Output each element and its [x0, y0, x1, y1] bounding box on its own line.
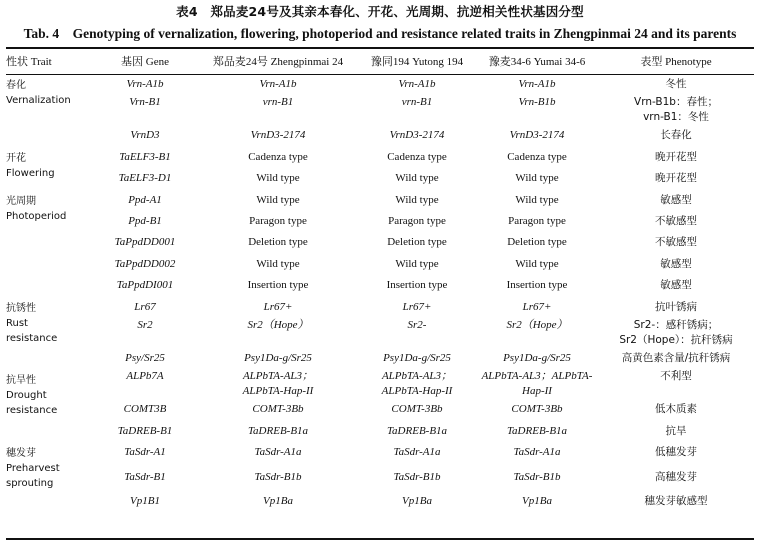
zhengpinmai-cell: TaSdr-A1a: [254, 446, 302, 459]
yumai-cell: TaSdr-A1a: [513, 446, 561, 459]
phenotype-cell: 高穗发芽: [655, 470, 697, 483]
zhengpinmai-cell: Cadenza type: [248, 150, 308, 163]
yumai-cell: VrnD3-2174: [509, 129, 565, 142]
yumai-cell: Vrn-A1b: [518, 78, 556, 90]
header-trait: 性状 Trait: [6, 56, 52, 68]
yumai-cell: Cadenza type: [507, 150, 567, 163]
bottom-rule: [6, 538, 754, 540]
zhengpinmai-cell: [198, 369, 358, 399]
gene-cell: Ppd-B1: [128, 215, 162, 228]
trait-label: resistance: [6, 405, 58, 417]
gene-cell: TaPpdDI001: [116, 279, 174, 292]
zhengpinmai-cell: Sr2（Hope）: [247, 319, 309, 332]
zhengpinmai-cell: VrnD3-2174: [250, 129, 306, 142]
phenotype-line: Sr2（Hope）：抗秆锈病: [619, 334, 733, 347]
gene-cell: TaSdr-A1: [124, 446, 166, 459]
yutong-cell: Cadenza type: [387, 150, 447, 163]
yumai-cell: Vp1Ba: [522, 495, 552, 508]
gene-cell: ALPb7A: [126, 370, 164, 383]
gene-cell: VrnD3: [130, 129, 160, 142]
table-row: [6, 348, 754, 369]
trait-label: 抗旱性: [6, 375, 36, 387]
trait-cell-photoperiod: [6, 190, 92, 233]
yumai-cell: TaDREB-B1a: [506, 424, 568, 437]
yumai-cell: Wild type: [515, 172, 559, 185]
trait-label: Preharvest: [6, 463, 60, 475]
table-row: [6, 421, 754, 442]
phenotype-cell: 抗叶锈病: [655, 300, 697, 313]
trait-cell-drought: [6, 369, 92, 420]
genotype-line: Hap-II: [522, 385, 552, 398]
yutong-cell: Sr2-: [407, 319, 427, 332]
table-row: [6, 491, 754, 512]
header-zhengpinmai: 郑品麦24号 Zhengpinmai 24: [212, 56, 344, 68]
trait-label: Photoperiod: [6, 210, 67, 222]
header-yutong: 豫同194 Yutong 194: [370, 56, 464, 68]
gene-cell: TaELF3-D1: [118, 172, 172, 185]
phenotype-cell: 低木质素: [655, 403, 697, 416]
table-title-chinese: 表4 郑品麦24号及其亲本春化、开花、光周期、抗逆相关性状基因分型: [176, 4, 584, 19]
yumai-cell: Insertion type: [506, 279, 568, 292]
yutong-cell: Psy1Da-g/Sr25: [383, 352, 451, 365]
trait-label: Flowering: [6, 167, 55, 179]
phenotype-cell: [598, 95, 754, 125]
phenotype-line: Sr2-：感秆锈病；: [633, 319, 719, 332]
table-row: [6, 399, 754, 420]
gene-cell: Vrn-B1: [129, 96, 161, 109]
yutong-cell: Wild type: [395, 172, 439, 185]
table-header-row: [6, 50, 754, 74]
table-row: [6, 211, 754, 232]
zhengpinmai-cell: Psy1Da-g/Sr25: [244, 352, 312, 365]
table-row: [6, 168, 754, 189]
zhengpinmai-cell: vrn-B1: [262, 96, 294, 109]
yutong-cell: Wild type: [395, 193, 439, 206]
phenotype-cell: 不敏感型: [655, 236, 697, 249]
table-row: [6, 95, 754, 125]
yumai-cell: Paragon type: [508, 215, 566, 228]
phenotype-cell: 晚开花型: [655, 172, 697, 185]
phenotype-cell: [598, 318, 754, 348]
zhengpinmai-cell: TaSdr-B1b: [254, 470, 302, 483]
table-row: [6, 147, 754, 168]
header-gene: 基因 Gene: [121, 56, 169, 68]
yumai-cell: Wild type: [515, 257, 559, 270]
yutong-cell: Lr67+: [402, 300, 432, 313]
genotype-line: ALPbTA-AL3；: [381, 370, 453, 383]
phenotype-cell: 高黄色素含量/抗秆锈病: [621, 352, 731, 365]
gene-cell: TaDREB-B1: [117, 424, 173, 437]
zhengpinmai-cell: Deletion type: [248, 236, 308, 249]
header-yumai: 豫麦34-6 Yumai 34-6: [488, 56, 586, 68]
phenotype-cell: 敏感型: [660, 279, 692, 292]
zhengpinmai-cell: Insertion type: [247, 279, 309, 292]
gene-cell: Psy/Sr25: [125, 352, 165, 365]
phenotype-line: vrn-B1：冬性: [643, 111, 709, 124]
zhengpinmai-cell: Lr67+: [263, 300, 293, 313]
yutong-cell: vrn-B1: [401, 96, 433, 109]
yutong-cell: Insertion type: [386, 279, 448, 292]
table-row: [6, 254, 754, 275]
phenotype-cell: 不利型: [660, 370, 692, 383]
yutong-cell: VrnD3-2174: [389, 129, 445, 142]
trait-cell-vernalization: [6, 74, 92, 125]
trait-label: 春化: [6, 80, 26, 91]
genotyping-table: [6, 50, 754, 513]
trait-label: sprouting: [6, 478, 54, 490]
yutong-cell: Vp1Ba: [402, 495, 432, 508]
yumai-cell: TaSdr-B1b: [513, 470, 561, 483]
table-row: [6, 467, 754, 492]
yutong-cell: [358, 369, 476, 399]
phenotype-cell: 穗发芽敏感型: [644, 495, 708, 508]
phenotype-cell: 不敏感型: [655, 215, 697, 228]
trait-cell-preharvest: [6, 442, 92, 491]
table-row: [6, 297, 754, 318]
yumai-cell: Deletion type: [507, 236, 567, 249]
trait-label: Vernalization: [6, 95, 71, 106]
phenotype-cell: 敏感型: [660, 257, 692, 270]
genotype-line: ALPbTA-Hap-II: [242, 385, 314, 398]
gene-cell: TaSdr-B1: [124, 470, 166, 483]
phenotype-cell: 低穗发芽: [655, 446, 697, 459]
gene-cell: Vrn-A1b: [126, 78, 164, 90]
gene-cell: Sr2: [137, 319, 153, 332]
yumai-cell: [476, 369, 598, 399]
gene-cell: Ppd-A1: [128, 193, 162, 206]
gene-cell: Lr67: [134, 300, 156, 313]
table-title-english: Tab. 4 Genotyping of vernalization, flowering, photoperiod and resistance related traits in Zhengpinmai 24 and its parents: [23, 26, 737, 41]
top-rule: [6, 47, 754, 49]
table-row: [6, 125, 754, 146]
yutong-cell: TaDREB-B1a: [386, 424, 448, 437]
yumai-cell: Wild type: [515, 193, 559, 206]
trait-label: 穗发芽: [6, 448, 36, 460]
phenotype-cell: 冬性: [665, 78, 687, 90]
header-phenotype: 表型 Phenotype: [640, 56, 712, 68]
yutong-cell: TaSdr-A1a: [393, 446, 441, 459]
gene-cell: Vp1B1: [130, 495, 160, 508]
trait-label: 抗锈性: [6, 302, 36, 314]
gene-cell: COMT3B: [123, 403, 167, 416]
trait-cell-flowering: [6, 147, 92, 190]
yumai-cell: Lr67+: [522, 300, 552, 313]
table-row: [6, 442, 754, 467]
zhengpinmai-cell: TaDREB-B1a: [247, 424, 309, 437]
yumai-cell: Vrn-B1b: [518, 96, 556, 109]
table-row: [6, 190, 754, 211]
yutong-cell: Deletion type: [387, 236, 447, 249]
table-row: [6, 232, 754, 253]
trait-label: 开花: [6, 152, 26, 164]
table-row: [6, 318, 754, 348]
table-row: [6, 369, 754, 399]
yutong-cell: TaSdr-B1b: [393, 470, 441, 483]
zhengpinmai-cell: Paragon type: [249, 215, 307, 228]
gene-cell: TaPpdDD001: [114, 236, 176, 249]
phenotype-cell: 长春化: [660, 129, 692, 142]
zhengpinmai-cell: COMT-3Bb: [252, 403, 304, 416]
zhengpinmai-cell: Vp1Ba: [263, 495, 293, 508]
zhengpinmai-cell: Vrn-A1b: [259, 78, 297, 90]
phenotype-cell: 敏感型: [660, 193, 692, 206]
table-row: [6, 275, 754, 296]
yumai-cell: Sr2（Hope）: [506, 319, 568, 332]
phenotype-cell: 抗旱: [665, 424, 687, 437]
trait-label: Drought: [6, 390, 47, 402]
yumai-cell: COMT-3Bb: [511, 403, 563, 416]
genotype-line: ALPbTA-Hap-II: [381, 385, 453, 398]
phenotype-line: Vrn-B1b：春性；: [634, 96, 718, 109]
yutong-cell: Vrn-A1b: [398, 78, 436, 90]
table-row: [6, 74, 754, 95]
trait-label: resistance: [6, 332, 58, 344]
trait-cell-rust: [6, 297, 92, 348]
genotype-line: ALPbTA-AL3；: [242, 370, 314, 383]
yutong-cell: Wild type: [395, 257, 439, 270]
yutong-cell: COMT-3Bb: [391, 403, 443, 416]
genotype-line: ALPbTA-AL3；ALPbTA-: [481, 370, 593, 383]
gene-cell: TaPpdDD002: [114, 257, 176, 270]
yutong-cell: Paragon type: [388, 215, 446, 228]
trait-label: Rust: [6, 317, 28, 329]
phenotype-cell: 晚开花型: [655, 150, 697, 163]
zhengpinmai-cell: Wild type: [256, 172, 300, 185]
gene-cell: TaELF3-B1: [119, 150, 171, 163]
zhengpinmai-cell: Wild type: [256, 257, 300, 270]
zhengpinmai-cell: Wild type: [256, 193, 300, 206]
trait-label: 光周期: [6, 195, 36, 207]
yumai-cell: Psy1Da-g/Sr25: [503, 352, 571, 365]
